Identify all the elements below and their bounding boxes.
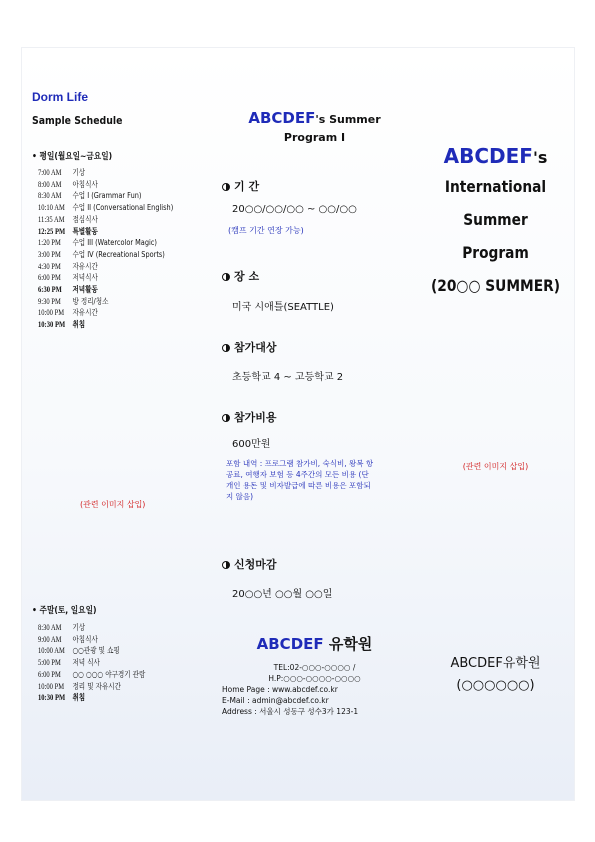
schedule-activity: 수업 IV (Recreational Sports) — [72, 249, 165, 259]
schedule-panel — [32, 48, 217, 800]
schedule-row — [38, 622, 145, 634]
schedule-time: 7:00 AM — [38, 168, 62, 177]
schedule-row — [38, 167, 173, 179]
weekday-header: • 평일(월요일~금요일) — [32, 152, 113, 162]
weekend-schedule-list — [38, 622, 169, 704]
schedule-activity: 저녁식사 — [72, 273, 98, 283]
schedule-row — [38, 202, 173, 214]
cover-title-line3: Summer Program — [462, 210, 529, 262]
fee-heading: 참가비용 — [222, 409, 277, 425]
schedule-activity: 저녁 식사 — [72, 658, 100, 668]
schedule-time: 1:20 PM — [38, 238, 61, 248]
schedule-activity: 기상 — [72, 623, 86, 632]
schedule-activity: 저녁활동 — [72, 285, 98, 295]
schedule-activity: 취침 — [72, 320, 86, 330]
schedule-row — [38, 634, 145, 646]
hp-text: H.P:○○○-○○○○-○○○○ — [268, 674, 361, 683]
schedule-activity: ○○관광 및 쇼핑 — [72, 646, 120, 656]
schedule-time: 6:30 PM — [38, 285, 62, 295]
schedule-row — [38, 226, 173, 238]
schedule-activity: 방 정리/청소 — [72, 296, 109, 306]
program-title — [222, 108, 407, 144]
schedule-time: 3:00 PM — [38, 249, 61, 259]
schedule-row — [38, 249, 173, 261]
schedule-time: 6:00 PM — [38, 669, 61, 679]
academy-footer — [417, 653, 574, 697]
schedule-row — [38, 645, 145, 657]
schedule-time: 6:00 PM — [38, 273, 61, 283]
schedule-activity: 자유시간 — [72, 308, 98, 318]
schedule-activity: 기상 — [72, 168, 86, 177]
schedule-row — [38, 319, 173, 331]
half-circle-icon — [222, 414, 230, 422]
schedule-time: 9:00 AM — [38, 634, 62, 644]
schedule-activity: 수업 II (Conversational English) — [72, 203, 174, 213]
schedule-activity: 취침 — [72, 693, 86, 703]
schedule-activity: 수업 I (Grammar Fun) — [72, 191, 142, 201]
schedule-time: 8:30 AM — [38, 191, 62, 201]
schedule-time: 12:25 PM — [38, 226, 66, 236]
schedule-row — [38, 272, 173, 284]
cover-title — [417, 144, 574, 302]
schedule-row — [38, 190, 173, 202]
schedule-time: 10:00 PM — [38, 308, 65, 318]
fee-value: 600만원 — [232, 439, 271, 450]
schedule-time: 8:30 AM — [38, 623, 62, 632]
schedule-row — [38, 296, 173, 308]
schedule-activity: 아침식사 — [72, 634, 98, 644]
cover-title-brand: ABCDEF — [443, 144, 533, 168]
brochure-sheet — [22, 48, 574, 800]
schedule-row — [38, 261, 173, 273]
program-title-line2: Program I — [283, 131, 346, 144]
schedule-time: 9:30 PM — [38, 296, 61, 306]
half-circle-icon — [222, 561, 230, 569]
contact-info — [222, 662, 407, 717]
target-heading: 참가대상 — [222, 339, 277, 355]
schedule-row — [38, 214, 173, 226]
schedule-row — [38, 284, 173, 296]
image-placeholder-note: (관련 이미지 삽입) — [462, 462, 529, 471]
address-text: Address : 서울시 성동구 성수3가 123-1 — [222, 707, 359, 716]
period-value: 20○○/○○/○○ ~ ○○/○○ — [232, 204, 357, 215]
deadline-heading: 신청마감 — [222, 556, 277, 572]
program-info-panel — [222, 48, 407, 800]
academy-brand: ABCDEF 유학원 — [256, 635, 373, 653]
program-title-brand: ABCDEF — [248, 109, 316, 127]
academy-code: (○○○○○○) — [456, 678, 535, 693]
half-circle-icon — [222, 183, 230, 191]
schedule-time: 11:35 AM — [38, 214, 65, 224]
schedule-time: 10:00 AM — [38, 646, 65, 656]
period-heading: 기 간 — [222, 178, 259, 194]
schedule-row — [38, 237, 173, 249]
target-value: 초등학교 4 ~ 고등학교 2 — [232, 372, 344, 383]
schedule-row — [38, 692, 145, 704]
schedule-time: 10:00 PM — [38, 681, 65, 691]
weekend-header: • 주말(토, 일요일) — [32, 606, 97, 616]
schedule-row — [38, 179, 173, 191]
schedule-activity: 자유시간 — [72, 261, 98, 271]
academy-name: ABCDEF유학원 — [450, 656, 541, 671]
place-heading: 장 소 — [222, 268, 259, 284]
cover-title-line2: International — [444, 177, 547, 196]
cover-title-line4: (20○○ SUMMER) — [431, 276, 560, 295]
weekday-schedule-list — [38, 167, 203, 331]
schedule-activity: 수업 III (Watercolor Magic) — [72, 238, 157, 248]
half-circle-icon — [222, 344, 230, 352]
deadline-value: 20○○년 ○○월 ○○일 — [232, 589, 333, 600]
schedule-row — [38, 681, 145, 693]
fee-detail: 포함 내역 : 프로그램 참가비, 숙식비, 왕복 항공료, 여행자 보험 등 4주간의 모든 비용 (단 개인 용돈 및 비자발급에 따른 비용은 포함되지 않음) — [226, 459, 374, 501]
schedule-row — [38, 669, 145, 681]
email-link[interactable]: E-Mail : admin@abcdef.co.kr — [222, 696, 329, 705]
sample-schedule-title: Sample Schedule — [32, 114, 123, 127]
schedule-activity: 아침식사 — [72, 179, 98, 189]
schedule-activity: 특별활동 — [72, 226, 98, 236]
period-note: (캠프 기간 연장 가능) — [228, 226, 304, 235]
schedule-activity: 점심식사 — [72, 214, 98, 224]
schedule-time: 10:30 PM — [38, 693, 66, 703]
schedule-time: 4:30 PM — [38, 261, 61, 271]
schedule-time: 10:10 AM — [38, 203, 65, 213]
schedule-time: 5:00 PM — [38, 658, 61, 668]
cover-panel — [417, 48, 574, 800]
dorm-life-title: Dorm Life — [32, 90, 89, 104]
place-value: 미국 시애틀(SEATTLE) — [232, 302, 334, 313]
schedule-activity: ○○ ○○○ 야구경기 관람 — [72, 669, 146, 679]
image-placeholder-note: (관련 이미지 삽입) — [80, 500, 146, 509]
homepage-link[interactable]: Home Page : www.abcdef.co.kr — [222, 685, 338, 694]
schedule-activity: 정리 및 자유시간 — [72, 681, 121, 691]
tel-text: TEL:02-○○○-○○○○ / — [273, 663, 356, 672]
half-circle-icon — [222, 273, 230, 281]
schedule-time: 10:30 PM — [38, 320, 66, 330]
schedule-row — [38, 657, 145, 669]
cover-title-suffix: 's — [532, 148, 548, 167]
schedule-time: 8:00 AM — [38, 179, 62, 189]
program-title-rest: 's Summer — [315, 113, 381, 126]
schedule-row — [38, 307, 173, 319]
